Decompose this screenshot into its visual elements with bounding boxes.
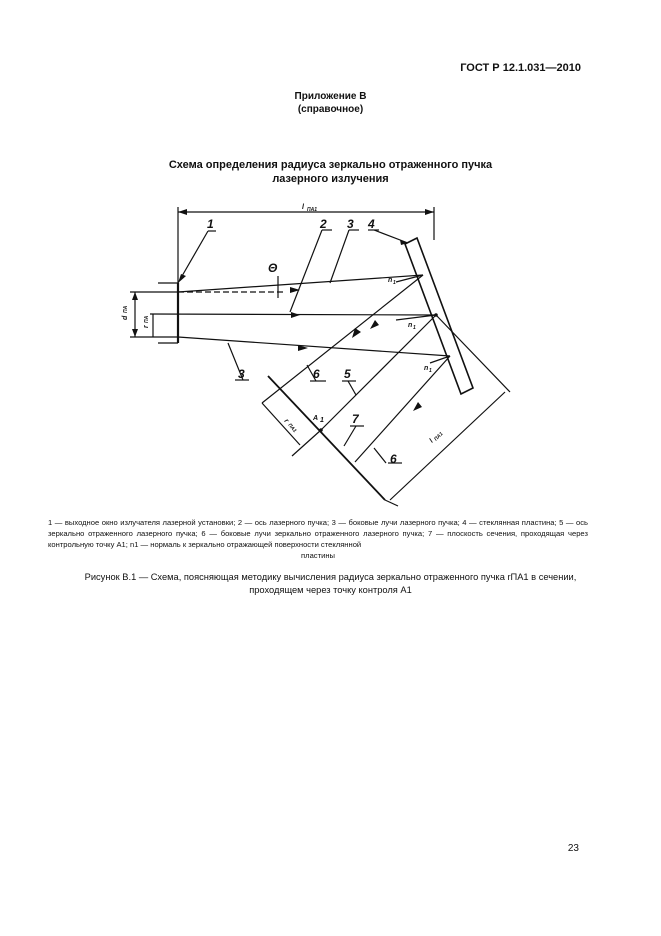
reflection-point xyxy=(434,313,438,317)
label-r-sub: ПА xyxy=(144,315,150,323)
figure-title-line2: лазерного излучения xyxy=(272,173,389,185)
arrow-d-bottom xyxy=(132,329,138,337)
figure-title-line1: Схема определения радиуса зеркально отраженного пучка xyxy=(168,159,493,171)
label-4: 4 xyxy=(368,217,375,231)
label-n1-top: n xyxy=(388,277,393,284)
arrow-reflected-b xyxy=(413,402,422,411)
label-n1-mid: n xyxy=(408,322,413,329)
label-l-right: l xyxy=(428,438,435,445)
arrow-ray-top xyxy=(290,287,300,293)
label-n1-bottom: n xyxy=(424,365,429,372)
label-1: 1 xyxy=(207,217,214,231)
r-bottom-ext xyxy=(292,430,321,456)
label-r: r xyxy=(143,325,150,328)
arrow-leader-1 xyxy=(178,274,186,283)
leader-5 xyxy=(348,381,356,395)
label-6-bottom: 6 xyxy=(390,452,397,466)
arrow-axis xyxy=(291,312,300,318)
l-right-ext-bottom xyxy=(385,500,398,506)
arrow-l-left xyxy=(178,209,187,215)
arrow-d-top xyxy=(132,292,138,300)
figure-caption xyxy=(0,571,661,597)
label-3-top: 3 xyxy=(347,217,354,231)
label-6-left: 6 xyxy=(313,367,320,381)
glass-plate xyxy=(405,238,473,394)
label-theta: Θ xyxy=(268,261,278,275)
label-l-top: l xyxy=(302,204,304,211)
reflected-ray-b xyxy=(355,356,450,462)
leader-6b xyxy=(374,448,386,463)
label-l-right-sub: ПА1 xyxy=(433,431,445,443)
normal-n1-center xyxy=(396,315,436,320)
legend-line4: пластины xyxy=(301,551,335,560)
legend-line2: пластина; 5 — ось зеркально отраженного лазерного пучка; 6 — боковые лучи зеркально отраженного лазерного пучка; 7 — xyxy=(48,518,588,538)
label-3-bottom: 3 xyxy=(238,367,245,381)
label-r-bottom-sub: ПА1 xyxy=(286,422,298,434)
r-bottom-dim xyxy=(262,403,300,445)
l-right-ext-top xyxy=(436,315,510,392)
caption-line2: проходящем через точку контроля A1 xyxy=(249,585,412,595)
reflected-axis xyxy=(321,315,436,430)
appendix-note: (справочное) xyxy=(297,104,364,115)
figure-legend xyxy=(48,517,588,561)
legend-line3: плоскость сечения, проходящая через контрольную точку A1; n1 — нормаль к зеркально отражающей поверхности стеклянной xyxy=(48,529,588,549)
label-n1-mid-sub: 1 xyxy=(413,325,416,331)
label-n1-top-sub: 1 xyxy=(393,280,396,286)
leader-7 xyxy=(344,426,356,446)
leader-2 xyxy=(290,230,322,312)
side-ray-bottom xyxy=(178,337,450,356)
reflected-ray-a xyxy=(262,275,423,403)
leader-4 xyxy=(374,230,408,243)
label-l-top-sub: ПА1 xyxy=(307,207,317,213)
arrow-reflected-axis xyxy=(352,328,361,338)
label-n1-bottom-sub: 1 xyxy=(429,368,432,374)
label-a1-sub: 1 xyxy=(320,417,324,424)
l-right-dim xyxy=(390,392,505,500)
appendix-title: Приложение В xyxy=(294,91,367,102)
label-a1: A xyxy=(313,415,319,422)
arrow-reflected-a xyxy=(370,320,379,329)
arrow-l-right xyxy=(425,209,434,215)
page-number: 23 xyxy=(567,843,579,854)
label-2: 2 xyxy=(320,217,327,231)
label-d-sub: ПА xyxy=(123,305,129,313)
section-plane xyxy=(268,376,385,500)
leader-3a xyxy=(330,230,349,283)
label-r-bottom: r xyxy=(282,417,290,425)
caption-line1: Рисунок В.1 — Схема, поясняющая методику вычисления радиуса зеркально отраженного пучка rПА1 в сечении, xyxy=(84,572,577,582)
label-d: d xyxy=(122,315,129,320)
point-a1 xyxy=(319,428,323,432)
label-5: 5 xyxy=(344,367,351,381)
standard-header: ГОСТ Р 12.1.031—2010 xyxy=(460,62,581,74)
legend-line1: 1 — выходное окно излучателя лазерной установки; 2 — ось лазерного пучка; 3 — боковые лучи лазерного пучка; 4 — стеклянная xyxy=(48,518,520,527)
label-7: 7 xyxy=(352,412,359,426)
